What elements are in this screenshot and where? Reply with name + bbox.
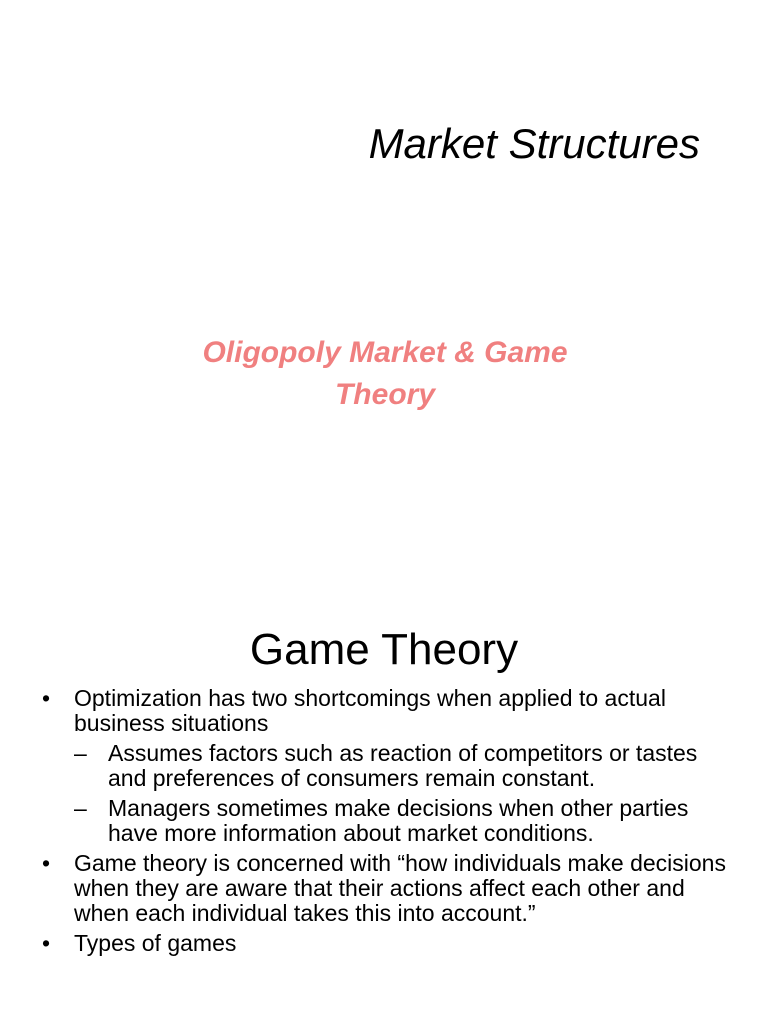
slide-title: Market Structures bbox=[368, 120, 700, 167]
sub-bullet-marker: – bbox=[74, 795, 87, 821]
sub-bullet-text: Managers sometimes make decisions when other parties have more information about market conditions. bbox=[108, 795, 689, 846]
bullet-item bbox=[42, 686, 732, 846]
bullet-marker: • bbox=[42, 850, 51, 876]
bullet-list bbox=[42, 686, 732, 961]
slide-2 bbox=[0, 576, 768, 1024]
sub-bullet-item bbox=[74, 796, 732, 846]
slide-title: Game Theory bbox=[249, 625, 519, 674]
sub-bullet-list bbox=[74, 741, 732, 846]
bullet-marker: • bbox=[42, 685, 51, 711]
sub-bullet-text: Assumes factors such as reaction of competitors or tastes and preferences of consumers remain constant. bbox=[108, 740, 698, 791]
bullet-text: Game theory is concerned with “how individuals make decisions when they are aware that their actions affect each other and when each individual takes this into account.” bbox=[74, 850, 726, 926]
bullet-item bbox=[42, 931, 732, 956]
bullet-text: Optimization has two shortcomings when applied to actual business situations bbox=[74, 685, 666, 736]
bullet-marker: • bbox=[42, 930, 51, 956]
sub-bullet-item bbox=[74, 741, 732, 791]
sub-bullet-marker: – bbox=[74, 740, 87, 766]
bullet-item bbox=[42, 851, 732, 926]
bullet-text: Types of games bbox=[74, 930, 237, 956]
slide-subtitle: Oligopoly Market & Game Theory bbox=[202, 336, 568, 411]
